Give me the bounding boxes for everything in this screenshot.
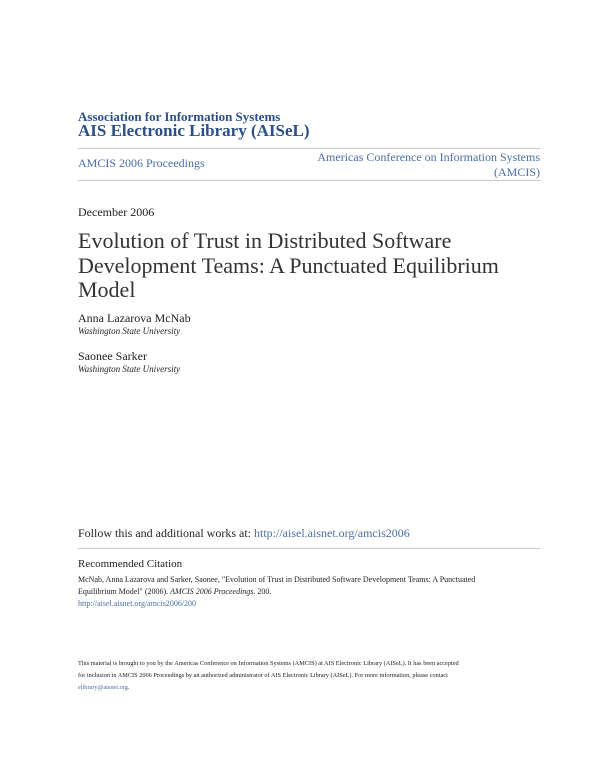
citation-part: Equilibrium Model" (2006).	[78, 587, 171, 596]
citation-line	[78, 586, 475, 598]
divider	[78, 180, 540, 181]
author-name: Anna Lazarova McNab	[78, 311, 191, 325]
citation-proceedings: AMCIS 2006 Proceedings	[170, 587, 254, 596]
author-name: Saonee Sarker	[78, 349, 147, 363]
divider	[78, 148, 540, 149]
citation-line: McNab, Anna Lazarova and Sarker, Saonee, "Evolution of Trust in Distributed Software Development Teams: A Punctuated	[78, 575, 476, 584]
conference-name: Americas Conference on Information Systems	[317, 150, 540, 164]
footer-line: for inclusion in AMCIS 2006 Proceedings by an authorized administrator of AIS Electronic Library (AISeL). For more information, please contact	[78, 672, 448, 679]
divider	[78, 548, 540, 549]
follow-text: Follow this and additional works at:	[78, 526, 254, 540]
author-affiliation: Washington State University	[78, 326, 181, 336]
org-name: Association for Information Systems	[78, 109, 281, 124]
citation-text	[78, 574, 475, 610]
footer-suffix: .	[127, 684, 130, 691]
citation-heading: Recommended Citation	[78, 558, 183, 570]
follow-line	[78, 526, 410, 541]
library-name[interactable]: AIS Electronic Library (AISeL)	[78, 121, 310, 140]
conference-link[interactable]	[317, 150, 540, 180]
contact-email-link[interactable]: elibrary@aisnet.org	[78, 684, 128, 691]
citation-part: . 200.	[253, 587, 272, 596]
title-line: Model	[78, 277, 136, 302]
paper-title	[78, 229, 499, 303]
title-line: Development Teams: A Punctuated Equilibrium	[78, 252, 499, 278]
footer-line: This material is brought to you by the Americas Conference on Information Systems (AMCIS) at AIS Electronic Library (AISeL). It has been accepted	[78, 660, 459, 667]
proceedings-link[interactable]: AMCIS 2006 Proceedings	[78, 156, 205, 170]
footer-notice	[78, 658, 459, 694]
date: December 2006	[78, 205, 155, 219]
follow-link[interactable]: http://aisel.aisnet.org/amcis2006	[254, 526, 410, 540]
author-affiliation: Washington State University	[78, 364, 181, 374]
citation-link[interactable]: http://aisel.aisnet.org/amcis2006/200	[78, 599, 197, 608]
title-line: Evolution of Trust in Distributed Software	[78, 228, 452, 253]
conference-abbr: (AMCIS)	[493, 165, 540, 179]
